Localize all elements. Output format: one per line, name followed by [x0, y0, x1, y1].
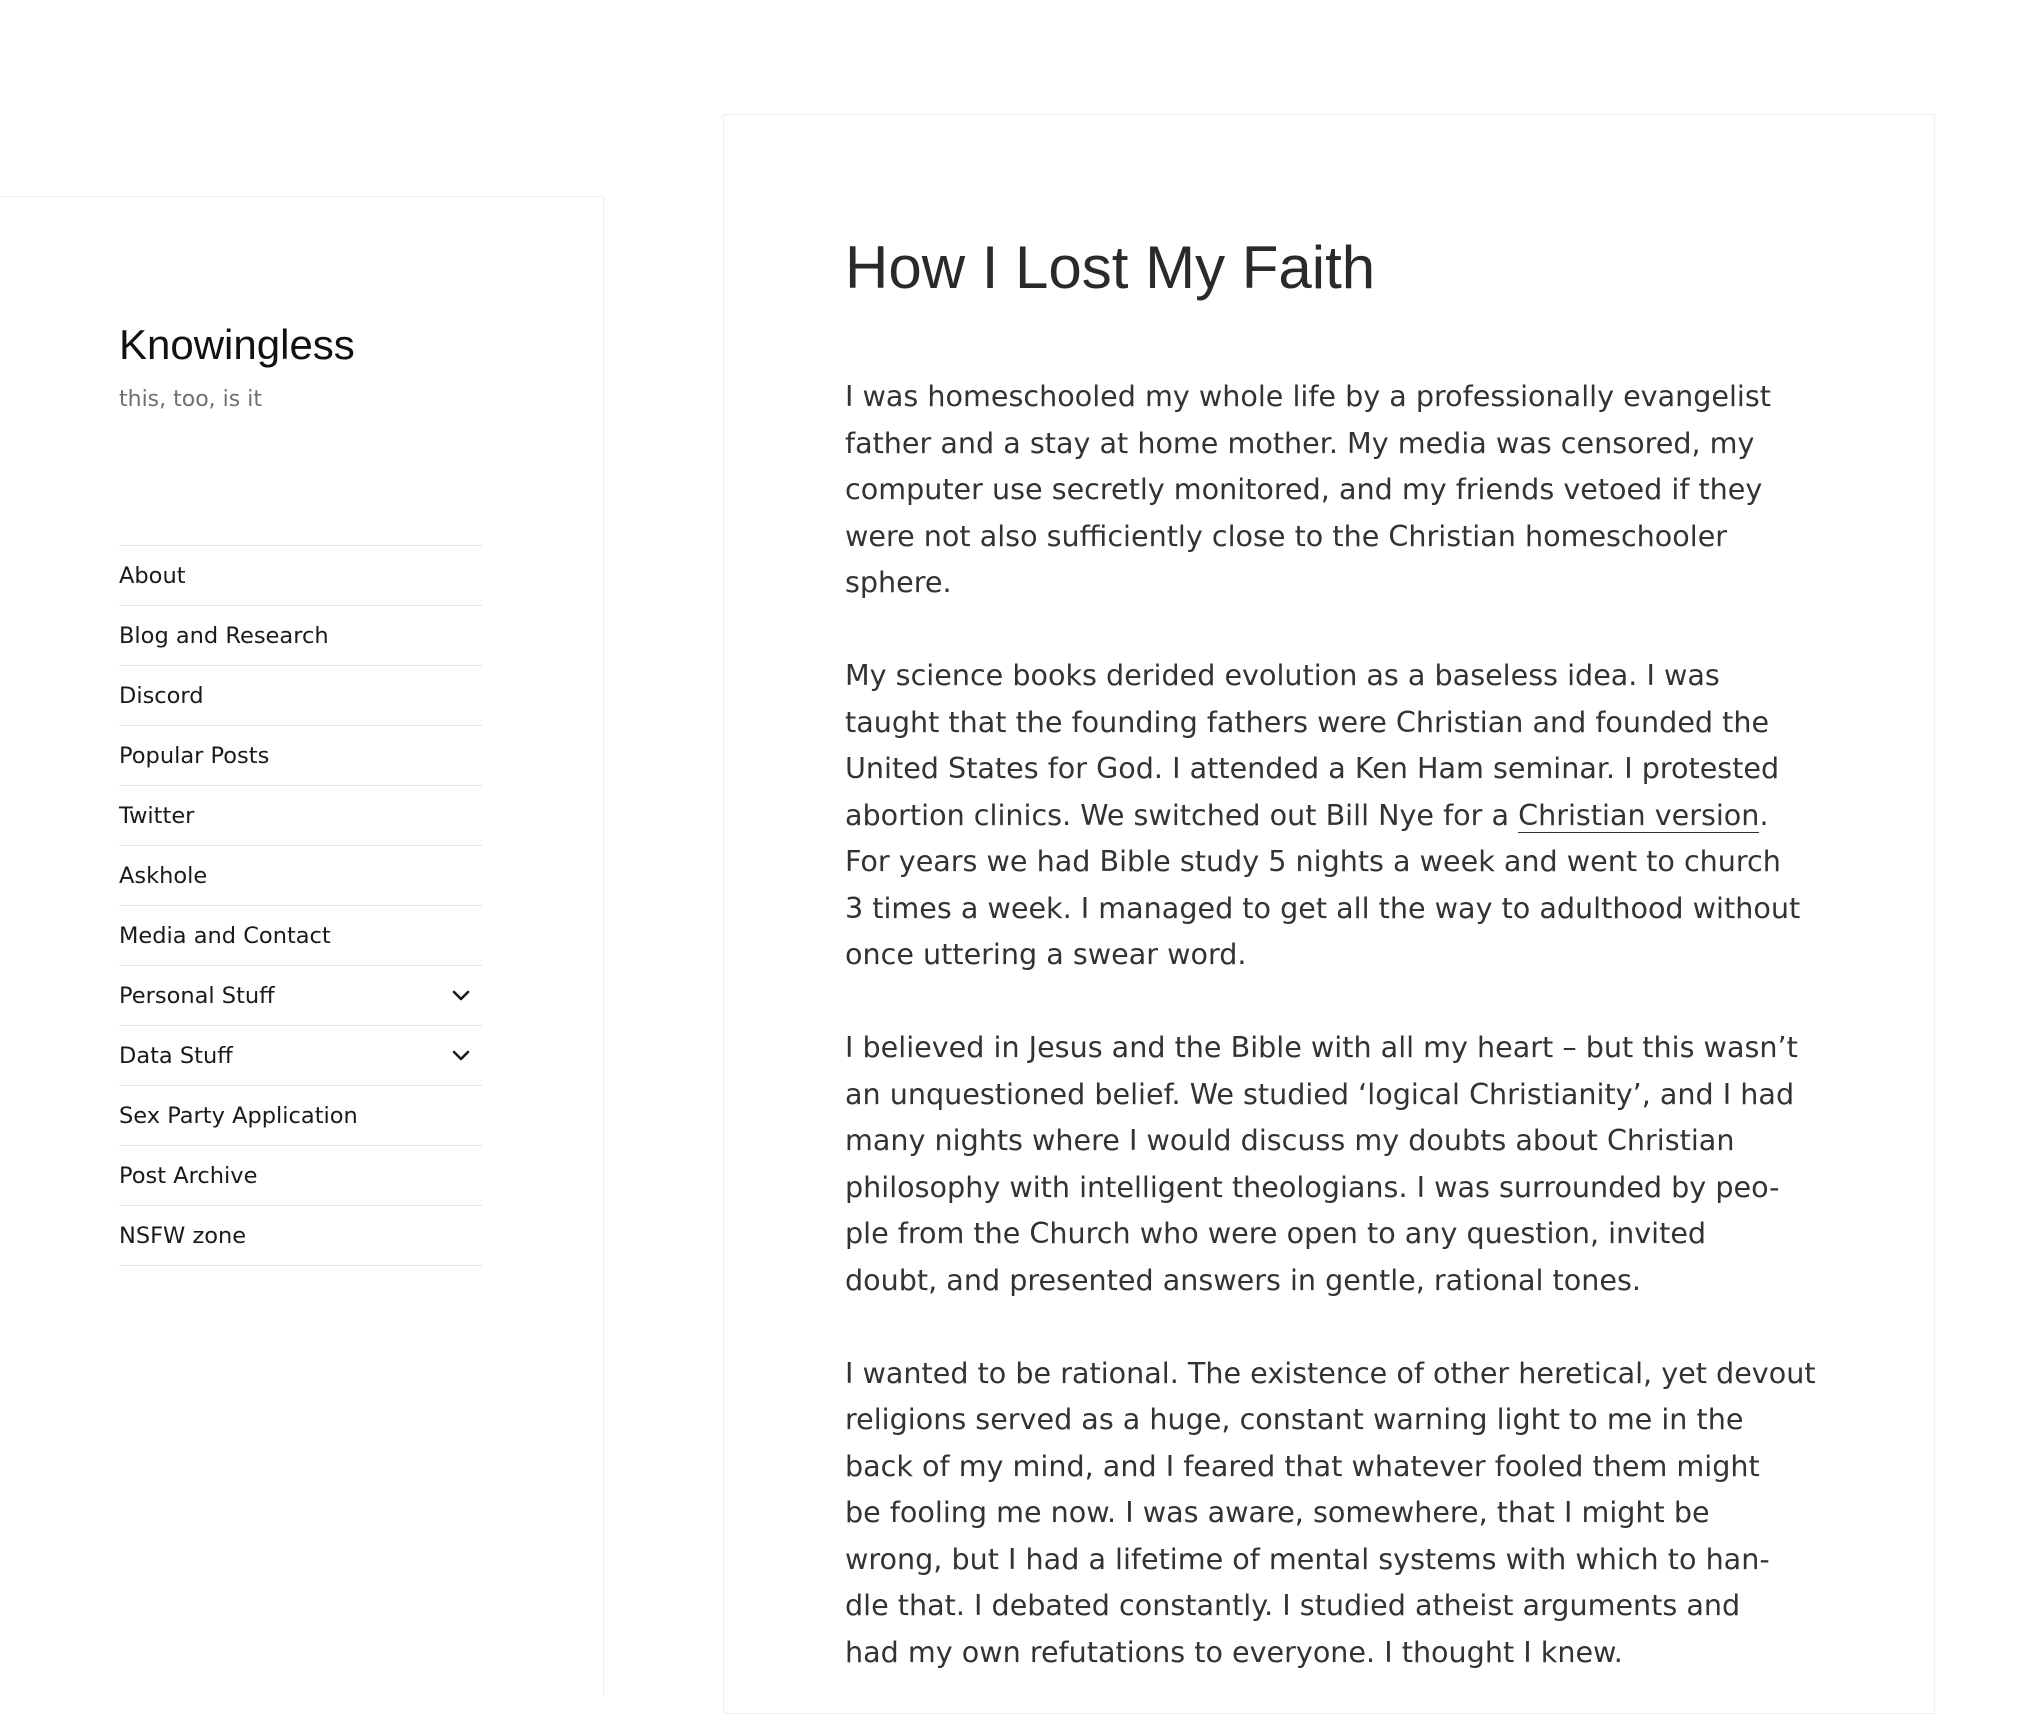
text-line: doubt, and presented answers in gentle, rational tones.: [845, 1262, 1641, 1297]
text-line: many nights where I would discuss my doubts about Christian: [845, 1123, 1735, 1157]
nav-item-sex-party-application[interactable]: [119, 1086, 482, 1146]
nav-item-label[interactable]: About: [119, 562, 186, 589]
post-content: [845, 373, 1825, 1722]
nav-item-data-stuff[interactable]: [119, 1026, 482, 1086]
nav-item-personal-stuff[interactable]: [119, 966, 482, 1026]
nav-item-label[interactable]: Sex Party Application: [119, 1102, 358, 1129]
paragraph-1: [845, 373, 1825, 606]
text-line: ple from the Church who were open to any question, invited: [845, 1216, 1707, 1250]
nav-item-askhole[interactable]: [119, 846, 482, 906]
text-segment: .: [1759, 797, 1769, 832]
nav-item-label[interactable]: Twitter: [119, 802, 195, 829]
nav-item-twitter[interactable]: [119, 786, 482, 846]
text-line: I wanted to be rational. The existence of other heretical, yet devout: [845, 1355, 1816, 1390]
submenu-toggle-button[interactable]: [446, 1041, 476, 1071]
nav-item-discord[interactable]: [119, 666, 482, 726]
nav-item-label[interactable]: NSFW zone: [119, 1222, 247, 1249]
nav-item-media-and-contact[interactable]: [119, 906, 482, 966]
post-article: [723, 114, 1935, 1714]
site-title[interactable]: Knowingless: [119, 321, 355, 368]
nav-item-label[interactable]: Data Stuff: [119, 1042, 233, 1069]
nav-item-popular-posts[interactable]: [119, 726, 482, 786]
text-line: be fooling me now. I was aware, somewhere, that I might be: [845, 1495, 1710, 1529]
text-line: had my own refutations to everyone. I thought I knew.: [845, 1634, 1623, 1669]
text-line: an unquestioned belief. We studied ‘logical Christianity’, and I had: [845, 1076, 1795, 1111]
nav-item-label[interactable]: Post Archive: [119, 1162, 258, 1189]
text-line: My science books derided evolution as a baseless idea. I was: [845, 658, 1720, 692]
paragraph-2: [845, 652, 1825, 978]
text-line: philosophy with intelligent theologians. I was surrounded by peo-: [845, 1169, 1780, 1204]
christian-version-link[interactable]: Christian version: [1518, 797, 1760, 832]
text-line: religions served as a huge, constant warning light to me in the: [845, 1402, 1744, 1436]
nav-item-about[interactable]: [119, 546, 482, 606]
nav-item-label[interactable]: Popular Posts: [119, 742, 270, 769]
nav-item-nsfw-zone[interactable]: [119, 1206, 482, 1266]
post-title: How I Lost My Faith: [845, 234, 1376, 301]
submenu-toggle-button[interactable]: [446, 981, 476, 1011]
nav-item-label[interactable]: Askhole: [119, 862, 208, 889]
sidebar: [0, 196, 604, 1696]
text-line: computer use secretly monitored, and my friends vetoed if they: [845, 472, 1763, 506]
nav-item-label[interactable]: Discord: [119, 682, 204, 709]
text-line: sphere.: [845, 565, 952, 599]
text-line: [845, 792, 1825, 839]
site-description: this, too, is it: [119, 387, 262, 412]
text-line: I was homeschooled my whole life by a professionally evangelist: [845, 379, 1771, 413]
text-line: once uttering a swear word.: [845, 937, 1247, 971]
nav-item-blog-and-research[interactable]: [119, 606, 482, 666]
text-line: dle that. I debated constantly. I studied atheist arguments and: [845, 1588, 1741, 1622]
nav-item-label[interactable]: Personal Stuff: [119, 982, 275, 1009]
main-navigation: [119, 545, 482, 1266]
nav-item-label[interactable]: Media and Contact: [119, 922, 331, 949]
chevron-down-icon: [452, 990, 470, 1002]
nav-item-post-archive[interactable]: [119, 1146, 482, 1206]
text-line: were not also sufficiently close to the Christian homeschooler: [845, 518, 1728, 553]
paragraph-4: [845, 1350, 1825, 1676]
text-line: wrong, but I had a lifetime of mental systems with which to han-: [845, 1541, 1770, 1576]
text-line: 3 times a week. I managed to get all the way to adulthood without: [845, 890, 1801, 925]
text-line: back of my mind, and I feared that whatever fooled them might: [845, 1448, 1760, 1483]
text-line: father and a stay at home mother. My media was censored, my: [845, 425, 1755, 460]
text-line: taught that the founding fathers were Christian and founded the: [845, 704, 1770, 739]
paragraph-3: [845, 1024, 1825, 1303]
chevron-down-icon: [452, 1050, 470, 1062]
nav-item-label[interactable]: Blog and Research: [119, 622, 329, 649]
text-line: For years we had Bible study 5 nights a week and went to church: [845, 844, 1781, 878]
text-line: United States for God. I attended a Ken Ham seminar. I protested: [845, 751, 1780, 785]
text-line: I believed in Jesus and the Bible with all my heart – but this wasn’t: [845, 1030, 1798, 1064]
text-segment: abortion clinics. We switched out Bill Nye for a: [845, 797, 1519, 832]
